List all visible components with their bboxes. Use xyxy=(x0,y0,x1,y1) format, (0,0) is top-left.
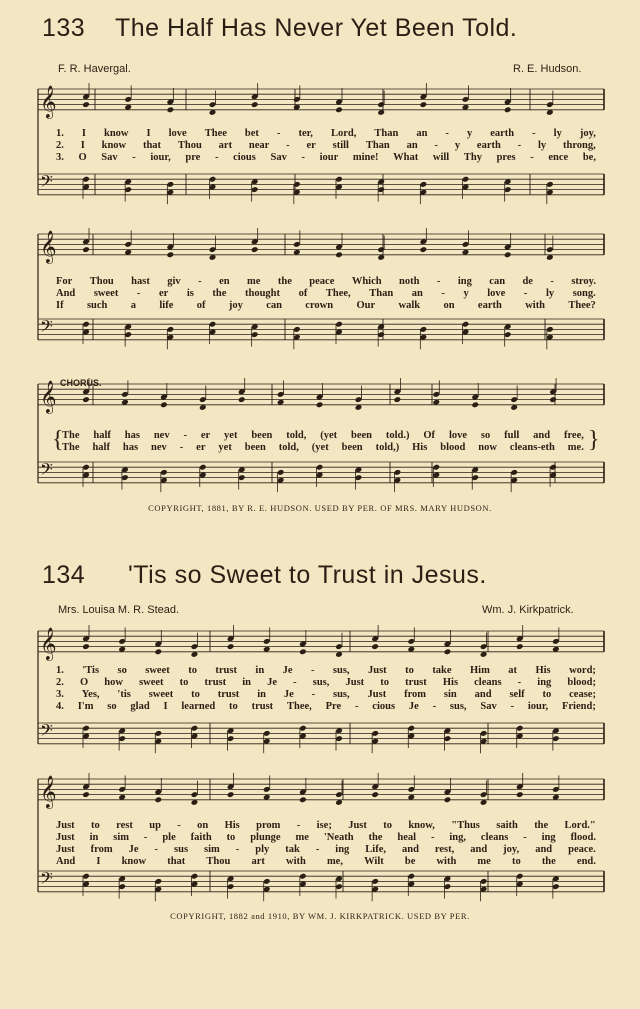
svg-text:𝄢: 𝄢 xyxy=(40,316,53,340)
hymn-number: 134 xyxy=(42,561,86,589)
lyric-line: And sweet - er is the thought of Thee, Than an - y love - ly song. xyxy=(56,288,596,299)
svg-text:𝄢: 𝄢 xyxy=(40,171,53,195)
music-credit: R. E. Hudson. xyxy=(513,63,582,75)
lyric-line: Just to rest up - on His prom - ise; Just to know, "Thus saith the Lord." xyxy=(56,820,596,831)
svg-text:𝄞: 𝄞 xyxy=(40,85,57,118)
hymn-name: The Half Has Never Yet Been Told. xyxy=(115,14,518,42)
words-credit: Mrs. Louisa M. R. Stead. xyxy=(58,604,180,616)
svg-text:𝄞: 𝄞 xyxy=(40,380,57,413)
lyric-line: For Thou hast giv - en me the peace Which noth - ing can de - stroy. xyxy=(56,276,596,287)
svg-text:𝄞: 𝄞 xyxy=(40,230,57,263)
svg-text:𝄞: 𝄞 xyxy=(40,775,57,808)
lyric-line: If such a life of joy can crown Our walk on earth with Thee? xyxy=(56,300,596,311)
copyright-notice: COPYRIGHT, 1881, BY R. E. HUDSON. USED BY PER. OF MRS. MARY HUDSON. xyxy=(148,503,492,513)
svg-text:𝄢: 𝄢 xyxy=(40,720,53,744)
lyric-line: 3. Yes, 'tis sweet to trust in Je - sus, Just from sin and self to cease; xyxy=(56,689,596,700)
music-credit: Wm. J. Kirkpatrick. xyxy=(482,604,574,616)
lyric-line: 4. I'm so glad I learned to trust Thee, Pre - cious Je - sus, Sav - iour, Friend; xyxy=(56,701,596,712)
lyric-line: 3. O Sav - iour, pre - cious Sav - iour mine! What will Thy pres - ence be, xyxy=(56,152,596,163)
svg-text:𝄢: 𝄢 xyxy=(40,459,53,483)
svg-text:𝄞: 𝄞 xyxy=(40,627,57,660)
hymn-name: 'Tis so Sweet to Trust in Jesus. xyxy=(128,561,487,589)
lyric-line: Just from Je - sus sim - ply tak - ing Life, and rest, and joy, and peace. xyxy=(56,844,596,855)
lyric-line: 2. O how sweet to trust in Je - sus, Just to trust His cleans - ing blood; xyxy=(56,677,596,688)
svg-text:𝄢: 𝄢 xyxy=(40,868,53,892)
lyric-line: 1. I know I love Thee bet - ter, Lord, Than an - y earth - ly joy, xyxy=(56,128,596,139)
lyric-line: The half has nev - er yet been told, (yet been told,) His blood now cleans-eth me. xyxy=(62,442,584,453)
lyric-brace-right: } xyxy=(588,427,600,453)
copyright-notice: COPYRIGHT, 1882 and 1910, BY WM. J. KIRKPATRICK. USED BY PER. xyxy=(170,911,470,921)
hymn-number: 133 xyxy=(42,14,86,42)
words-credit: F. R. Havergal. xyxy=(58,63,131,75)
chorus-label: CHORUS. xyxy=(60,378,102,388)
lyric-line: And I know that Thou art with me, Wilt be with me to the end. xyxy=(56,856,596,867)
lyric-line: 2. I know that Thou art near - er still Than an - y earth - ly throng, xyxy=(56,140,596,151)
lyric-brace-left: { xyxy=(52,427,64,453)
lyric-line: 1. 'Tis so sweet to trust in Je - sus, Just to take Him at His word; xyxy=(56,665,596,676)
lyric-line: Just in sim - ple faith to plunge me 'Neath the heal - ing, cleans - ing flood. xyxy=(56,832,596,843)
lyric-line: The half has nev - er yet been told, (yet been told.) Of love so full and free, xyxy=(62,430,584,441)
